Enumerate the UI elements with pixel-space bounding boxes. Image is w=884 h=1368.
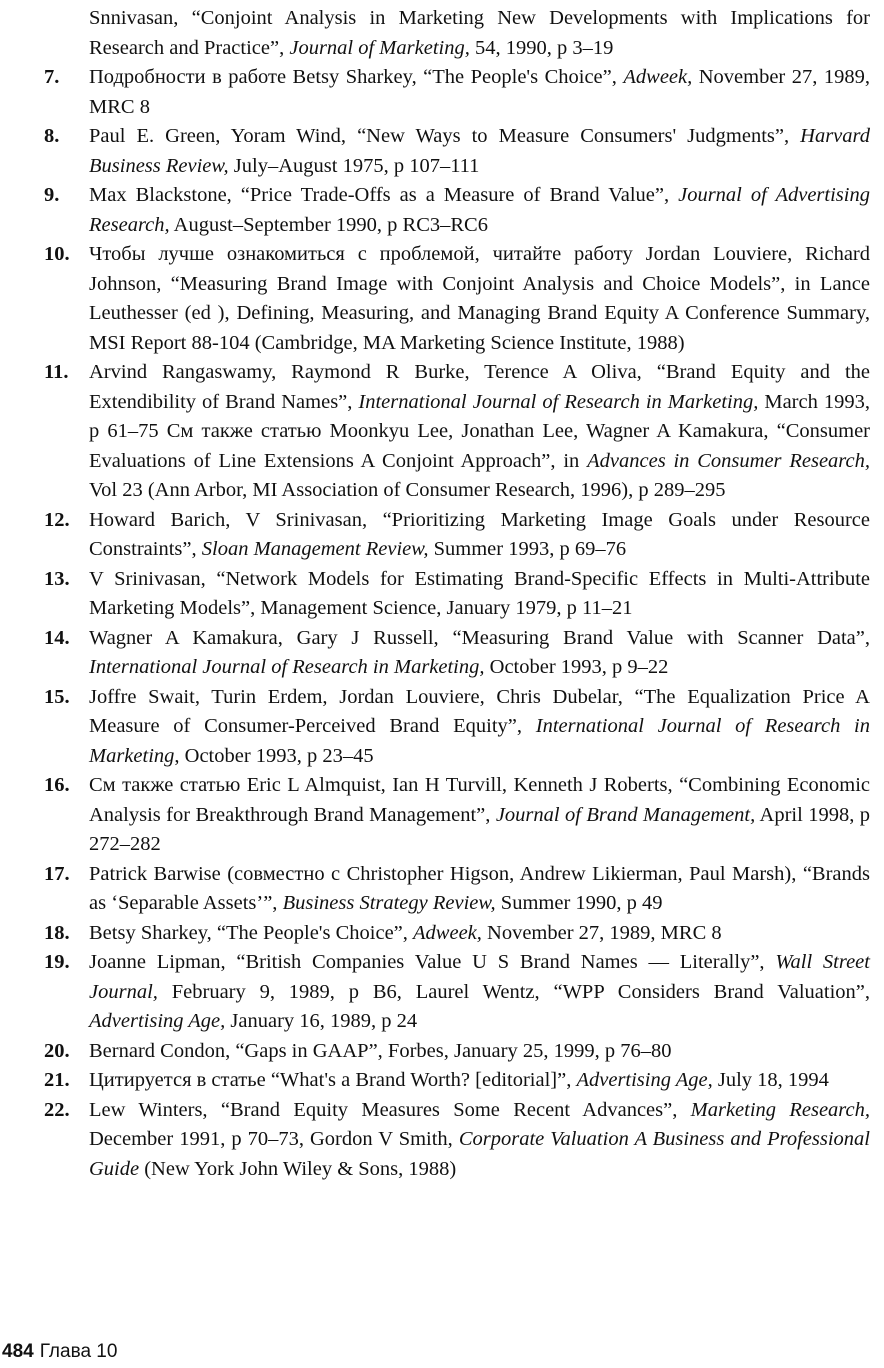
endnote-text [89, 922, 722, 944]
endnote-item [44, 1037, 870, 1067]
citation-title-italic: Business Strategy Review, [282, 892, 496, 914]
endnote-item [44, 63, 870, 122]
citation-title-italic: International Journal of Research in Marketing [89, 715, 870, 767]
endnote-number: 11. [44, 361, 69, 383]
endnote-text [89, 125, 870, 177]
endnote-item [44, 4, 870, 63]
endnote-text [89, 7, 870, 59]
endnotes-list [44, 4, 870, 1184]
citation-text: Joanne Lipman, “British Companies Value U S Brand Names — Literally”, [89, 951, 776, 973]
citation-title-italic: Journal of Brand Management, [495, 803, 756, 826]
endnote-number: 16. [44, 774, 70, 796]
citation-title-italic: Sloan Management Review, [201, 538, 429, 560]
citation-text: См также статью Eric L Almquist, Ian H Turvill, Kenneth J Roberts, “Combining Economic Analysis for Breakthrough Brand Management”, [89, 774, 870, 826]
endnote-item [44, 506, 870, 565]
endnote-number: 10. [44, 243, 70, 265]
endnote-item [44, 1066, 870, 1096]
citation-text: August–September 1990, p RC3–RC6 [169, 213, 488, 236]
endnote-number: 18. [44, 921, 70, 944]
endnote-number: 9. [44, 184, 60, 206]
citation-text: July 18, 1994 [712, 1069, 829, 1091]
citation-title-italic: Marketing Research, [690, 1098, 870, 1121]
endnote-text [89, 951, 870, 1032]
endnote-number: 7. [44, 66, 60, 88]
page-footer [2, 1340, 117, 1364]
endnote-number: 21. [44, 1069, 70, 1091]
citation-text: April 1998, p 272–282 [89, 803, 870, 855]
citation-title-italic: Adweek, [413, 921, 482, 944]
citation-text: Lew Winters, “Brand Equity Measures Some Recent Advances”, [89, 1098, 691, 1121]
citation-text: V Srinivasan, “Network Models for Estimating Brand-Specific Effects in Multi-Attribute Marketing Models”, Management Science, January 1979, p 11–21 [89, 567, 870, 619]
citation-text: (New York John Wiley & Sons, 1988) [139, 1157, 457, 1180]
citation-text: , October 1993, p 23–45 [174, 744, 374, 767]
citation-title-italic: Harvard Business Review, [89, 125, 870, 177]
citation-text: July–August 1975, p 107–111 [228, 154, 480, 177]
citation-title-italic: International Journal of Research in Marketing, [358, 390, 759, 413]
endnote-text [89, 361, 870, 501]
citation-title-italic: Journal of Advertising Research, [89, 184, 870, 236]
endnote-text [89, 1040, 671, 1062]
endnote-item [44, 565, 870, 624]
citation-text: Подробности в работе Betsy Sharkey, “The People's Choice”, [89, 66, 624, 88]
citation-text: Howard Barich, V Srinivasan, “Prioritizing Marketing Image Goals under Resource Constraints”, [89, 508, 870, 560]
endnote-item [44, 860, 870, 919]
endnote-text [89, 686, 870, 767]
endnote-text [89, 509, 870, 561]
endnote-text [89, 66, 870, 118]
endnote-text [89, 568, 870, 620]
citation-title-italic: International Journal of Research in Marketing, [89, 656, 485, 678]
page-number: 484 [2, 1341, 34, 1362]
citation-text: Betsy Sharkey, “The People's Choice”, [89, 921, 414, 944]
citation-title-italic: Corporate Valuation A Business and Professional Guide [89, 1128, 871, 1180]
citation-text: Wagner A Kamakura, Gary J Russell, “Measuring Brand Value with Scanner Data”, [89, 626, 870, 649]
endnote-number: 8. [44, 125, 60, 147]
endnote-number: 12. [44, 508, 70, 531]
citation-text: Patrick Barwise (совместно с Christopher Higson, Andrew Likierman, Paul Marsh), “Brands as ‘Separable Assets’”, [89, 862, 870, 914]
endnote-item [44, 624, 870, 683]
endnote-number: 14. [44, 626, 70, 649]
endnote-text [89, 627, 870, 679]
citation-text: January 16, 1989, p 24 [225, 1010, 418, 1032]
endnote-text [89, 184, 870, 236]
endnote-item [44, 1096, 870, 1185]
endnote-item [44, 358, 870, 506]
citation-text: October 1993, p 9–22 [484, 656, 669, 678]
citation-text: Snnivasan, “Conjoint Analysis in Marketing New Developments with Implications for Research and Practice”, [89, 7, 870, 59]
citation-title-italic: Advertising Age, [89, 1010, 226, 1032]
endnote-text [89, 863, 870, 915]
citation-text: Arvind Rangaswamy, Raymond R Burke, Terence A Oliva, “Brand Equity and the Extendibility of Brand Names”, [89, 361, 870, 413]
endnote-item [44, 683, 870, 772]
endnote-text [89, 243, 870, 354]
citation-text: Bernard Condon, “Gaps in GAAP”, Forbes, January 25, 1999, p 76–80 [89, 1039, 672, 1062]
endnote-number: 17. [44, 862, 70, 885]
citation-title-italic: Advances in Consumer Research, [587, 449, 870, 472]
chapter-label: Глава 10 [39, 1341, 118, 1362]
citation-text: November 27, 1989, MRC 8 [89, 66, 870, 118]
endnote-number: 22. [44, 1098, 70, 1121]
endnote-item [44, 771, 870, 860]
endnote-number: 15. [44, 685, 70, 708]
citation-title-italic: Wall Street Journal, [89, 951, 870, 1003]
citation-text: December 1991, p 70–73, Gordon V Smith, [89, 1128, 459, 1150]
citation-text: Summer 1990, p 49 [495, 892, 663, 914]
citation-title-italic: Advertising Age, [576, 1069, 713, 1091]
citation-text: Summer 1993, p 69–76 [428, 538, 627, 560]
citation-text: 54, 1990, p 3–19 [469, 36, 614, 59]
citation-text: Max Blackstone, “Price Trade-Offs as a Measure of Brand Value”, [89, 184, 679, 206]
citation-text: Цитируется в статье “What's a Brand Worth? [editorial]”, [89, 1069, 577, 1091]
endnote-text [89, 1099, 870, 1180]
citation-text: March 1993, p 61–75 См также статью Moonkyu Lee, Jonathan Lee, Wagner A Kamakura, “Consumer Evaluations of Line Extensions A Conjoint Approach”, in [89, 390, 870, 472]
citation-text: November 27, 1989, MRC 8 [481, 921, 722, 944]
citation-text: Чтобы лучше ознакомиться с проблемой, читайте работу Jordan Louviere, Richard Johnson, “Measuring Brand Image with Conjoint Analysis and Choice Models”, in Lance Leuthesser (ed ), Defining, Measuring, and Managing Brand Equity A Conference Summary, MSI Report 88-104 (Cambridge, MA Marketing Science Institute, 1988) [89, 243, 870, 354]
endnote-item [44, 240, 870, 358]
citation-text: Joffre Swait, Turin Erdem, Jordan Louviere, Chris Dubelar, “The Equalization Price A Measure of Consumer-Perceived Brand Equity”, [89, 685, 870, 737]
citation-title-italic: Journal of Marketing, [289, 36, 470, 59]
endnote-item [44, 919, 870, 949]
endnote-item [44, 181, 870, 240]
citation-text: Paul E. Green, Yoram Wind, “New Ways to Measure Consumers' Judgments”, [89, 125, 801, 147]
citation-title-italic: Adweek, [623, 66, 693, 88]
endnote-number: 20. [44, 1039, 70, 1062]
endnote-text [89, 774, 870, 855]
endnote-item [44, 948, 870, 1037]
endnote-item [44, 122, 870, 181]
citation-text: February 9, 1989, p B6, Laurel Wentz, “WPP Considers Brand Valuation”, [157, 980, 870, 1003]
endnote-number: 19. [44, 951, 70, 973]
endnote-number: 13. [44, 567, 70, 590]
endnote-text [89, 1069, 829, 1091]
citation-text: Vol 23 (Ann Arbor, MI Association of Consumer Research, 1996), p 289–295 [89, 479, 726, 501]
